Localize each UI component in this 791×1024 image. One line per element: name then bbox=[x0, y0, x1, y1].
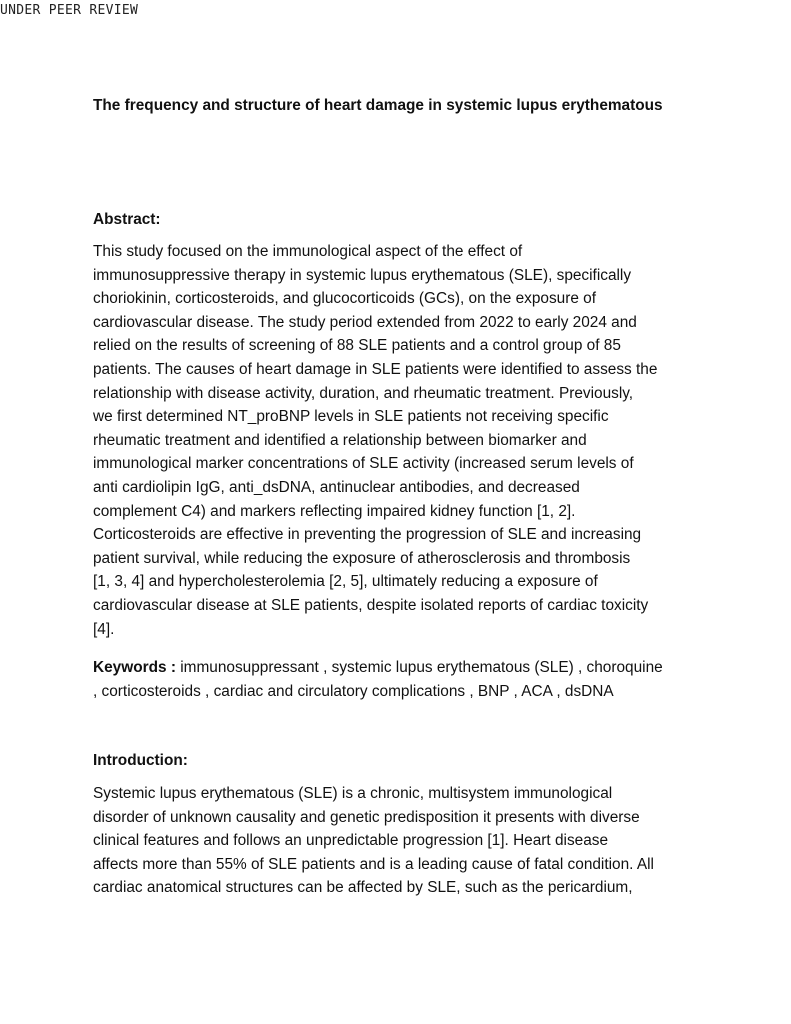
abstract-line: anti cardiolipin IgG, anti_dsDNA, antinuclear antibodies, and decreased bbox=[93, 478, 580, 496]
abstract-line: [4]. bbox=[93, 620, 115, 638]
introduction-line: disorder of unknown causality and genetic predisposition it presents with diverse bbox=[93, 808, 640, 826]
abstract-line: Corticosteroids are effective in preventing the progression of SLE and increasing bbox=[93, 526, 642, 544]
introduction-line: clinical features and follows an unpredictable progression [1]. Heart disease bbox=[93, 832, 609, 850]
abstract-line: choriokinin, corticosteroids, and glucocorticoids (GCs), on the exposure of bbox=[93, 290, 596, 308]
abstract-line: patient survival, while reducing the exposure of atherosclerosis and thrombosis bbox=[93, 549, 631, 567]
introduction-body bbox=[93, 782, 708, 900]
abstract-line: relationship with disease activity, duration, and rheumatic treatment. Previously, bbox=[93, 384, 634, 402]
paper-title: The frequency and structure of heart damage in systemic lupus erythematous bbox=[93, 97, 663, 114]
abstract-line: immunological marker concentrations of SLE activity (increased serum levels of bbox=[93, 455, 634, 473]
abstract-line: [1, 3, 4] and hypercholesterolemia [2, 5], ultimately reducing a exposure of bbox=[93, 573, 598, 591]
keywords-label: Keywords : bbox=[93, 659, 176, 676]
introduction-heading: Introduction: bbox=[93, 752, 188, 769]
abstract-line: we first determined NT_proBNP levels in SLE patients not receiving specific bbox=[93, 408, 609, 426]
abstract-line: rheumatic treatment and identified a relationship between biomarker and bbox=[93, 431, 587, 449]
keywords-line: , corticosteroids , cardiac and circulatory complications , BNP , ACA , dsDNA bbox=[93, 682, 614, 700]
keywords-text: immunosuppressant , systemic lupus erythematous (SLE) , choroquine bbox=[175, 659, 663, 676]
abstract-line: cardiovascular disease. The study period extended from 2022 to early 2024 and bbox=[93, 313, 637, 331]
abstract-body bbox=[93, 240, 708, 641]
keywords-block bbox=[93, 656, 708, 703]
introduction-line: affects more than 55% of SLE patients and is a leading cause of fatal condition. All bbox=[93, 855, 654, 873]
abstract-line: complement C4) and markers reflecting impaired kidney function [1, 2]. bbox=[93, 502, 576, 520]
abstract-heading: Abstract: bbox=[93, 211, 161, 228]
keywords-line bbox=[93, 656, 708, 680]
abstract-line: patients. The causes of heart damage in SLE patients were identified to assess the bbox=[93, 360, 658, 378]
introduction-line: cardiac anatomical structures can be affected by SLE, such as the pericardium, bbox=[93, 879, 633, 897]
abstract-line: relied on the results of screening of 88 SLE patients and a control group of 85 bbox=[93, 337, 621, 355]
abstract-line: cardiovascular disease at SLE patients, despite isolated reports of cardiac toxicity bbox=[93, 596, 649, 614]
introduction-line: Systemic lupus erythematous (SLE) is a chronic, multisystem immunological bbox=[93, 785, 613, 802]
under-review-watermark: UNDER PEER REVIEW bbox=[0, 3, 139, 18]
abstract-line: immunosuppressive therapy in systemic lupus erythematous (SLE), specifically bbox=[93, 266, 632, 284]
abstract-line: This study focused on the immunological aspect of the effect of bbox=[93, 243, 523, 260]
